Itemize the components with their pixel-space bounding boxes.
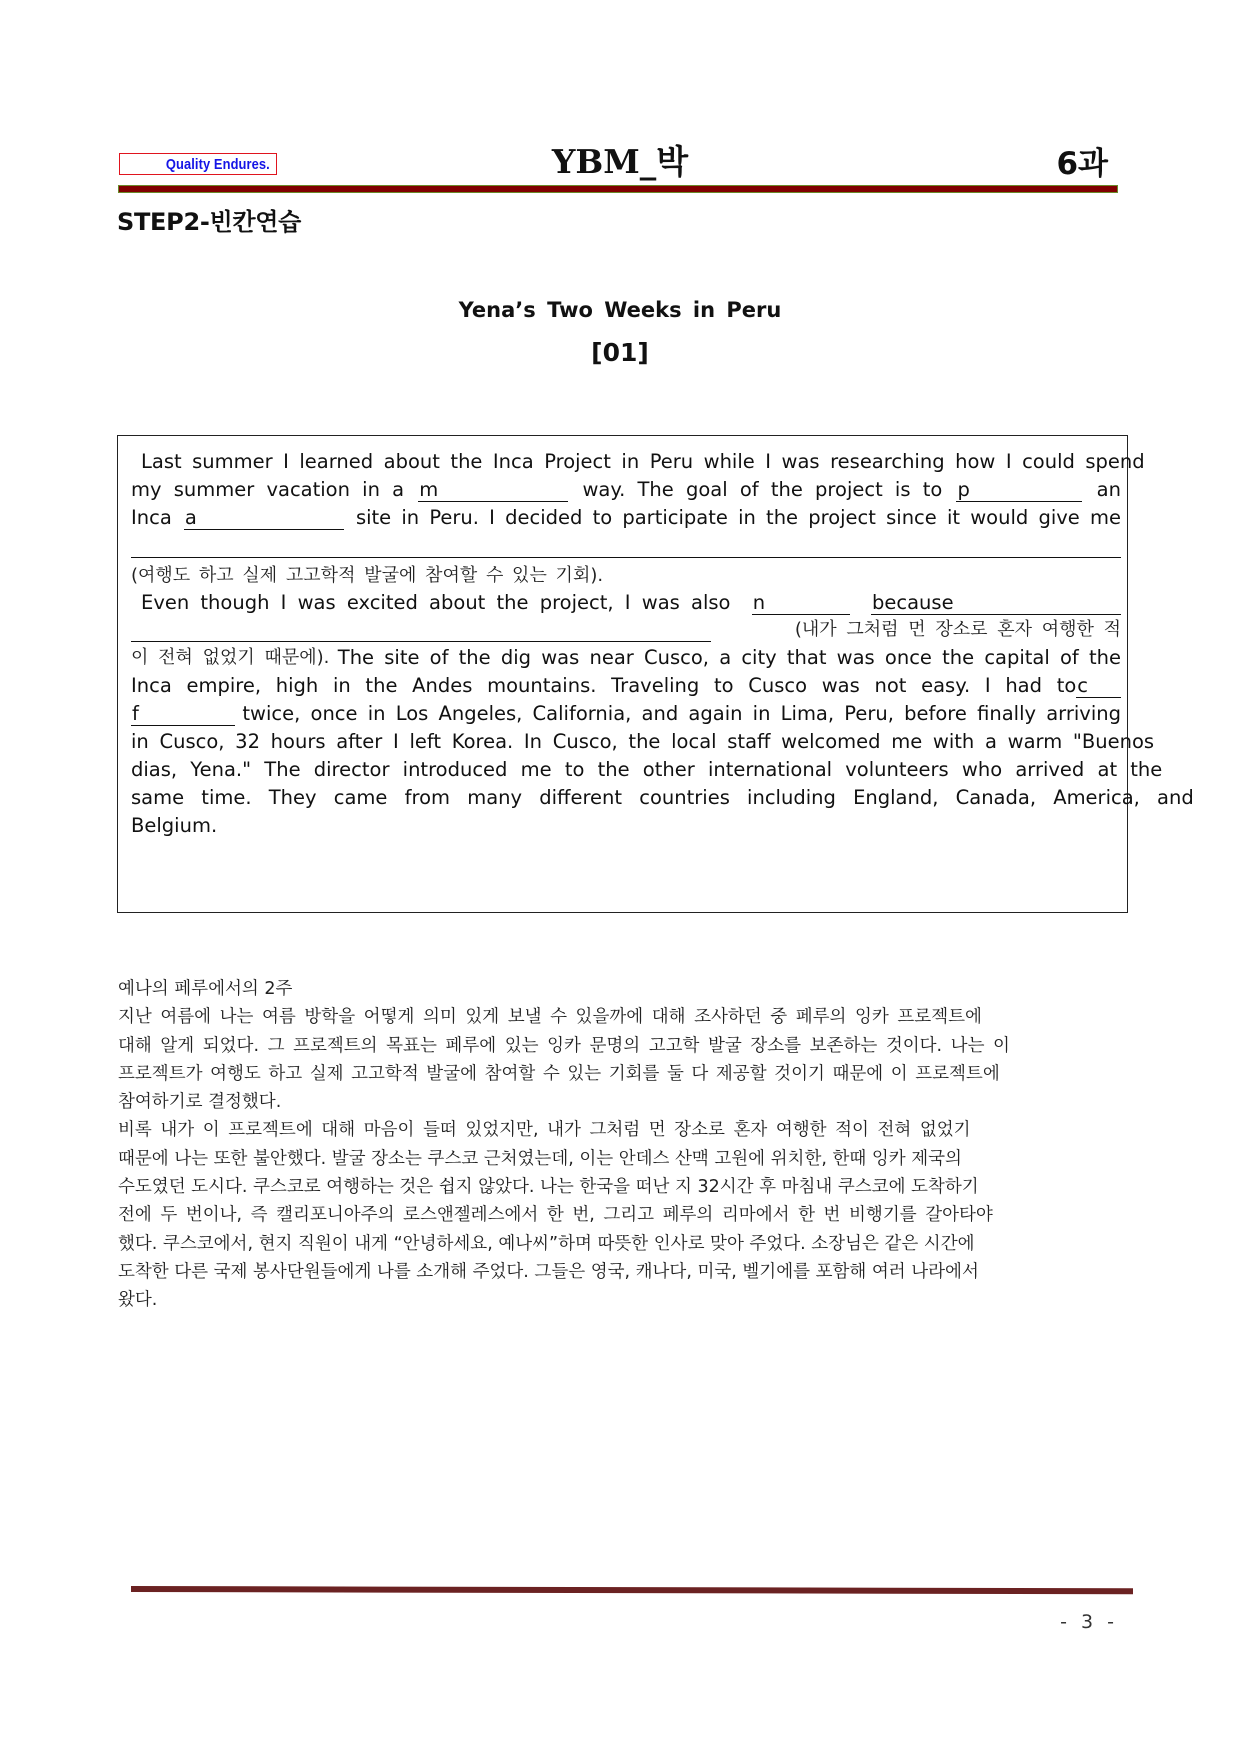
brand-text: Quality Endures. bbox=[166, 155, 270, 173]
passage-text: an bbox=[1096, 478, 1121, 501]
korean-hint: (내가 그처럼 먼 장소로 혼자 여행한 적 bbox=[794, 619, 1121, 640]
passage-text: Inca bbox=[131, 506, 172, 529]
blank-n[interactable]: n bbox=[752, 589, 850, 615]
korean-hint: 이 전혀 없었기 때문에). bbox=[131, 647, 330, 668]
footer-divider bbox=[131, 1586, 1133, 1594]
passage-text: my summer vacation in a bbox=[131, 478, 405, 501]
blank-a[interactable]: a bbox=[184, 504, 344, 530]
passage-text: way. The goal of the project is to bbox=[582, 478, 943, 501]
blank-f[interactable]: f bbox=[131, 700, 235, 726]
translation-line: 프로젝트가 여행도 하고 실제 고고학적 발굴에 참여할 수 있는 기회를 둘 다 제공할 것이기 때문에 이 프로젝트에 bbox=[118, 1063, 1000, 1084]
blank-because[interactable]: because bbox=[871, 589, 1121, 615]
passage-line-1 bbox=[131, 448, 1145, 476]
passage-line-13 bbox=[131, 784, 1194, 812]
passage-line-11 bbox=[131, 728, 1155, 756]
passage-text: The site of the dig was near Cusco, a city that was once the capital of the bbox=[337, 646, 1121, 669]
translation-line: 대해 알게 되었다. 그 프로젝트의 목표는 페루에 있는 잉카 문명의 고고학 발굴 장소를 보존하는 것이다. 나는 이 bbox=[118, 1035, 1010, 1056]
passage-text: Inca empire, high in the Andes mountains. Traveling to Cusco was not easy. I had to bbox=[131, 674, 1077, 697]
passage-line-14 bbox=[131, 812, 1121, 840]
passage-line-5 bbox=[131, 562, 1121, 590]
translation-line: 왔다. bbox=[118, 1290, 158, 1311]
passage-text: twice, once in Los Angeles, California, and again in Lima, Peru, before finally arriving bbox=[242, 702, 1121, 725]
passage-line-6 bbox=[131, 589, 1121, 617]
translation-line: 참여하기로 결정했다. bbox=[118, 1092, 282, 1113]
blank-full-line[interactable] bbox=[131, 532, 1121, 558]
blank-m[interactable]: m bbox=[418, 476, 568, 502]
korean-translation bbox=[118, 975, 1118, 1315]
passage-line-2 bbox=[131, 476, 1121, 504]
translation-line: 도착한 다른 국제 봉사단원들에게 나를 소개해 주었다. 그들은 영국, 캐나다, 미국, 벨기에를 포함해 여러 나라에서 bbox=[118, 1261, 979, 1282]
lesson-label: 6과 bbox=[1056, 146, 1108, 182]
blank-p[interactable]: p bbox=[956, 476, 1082, 502]
translation-line: 비록 내가 이 프로젝트에 대해 마음이 들떠 있었지만, 내가 그처럼 먼 장소로 혼자 여행한 적이 전혀 없었기 bbox=[118, 1120, 971, 1141]
passage-text: dias, Yena." The director introduced me to the other international volunteers who arrived at the bbox=[131, 758, 1163, 781]
translation-line: 전에 두 번이나, 즉 캘리포니아주의 로스앤젤레스에서 한 번, 그리고 페루의 리마에서 한 번 비행기를 갈아타야 bbox=[118, 1205, 993, 1226]
passage-line-3 bbox=[131, 504, 1121, 532]
header-divider bbox=[118, 185, 1118, 193]
translation-title: 예나의 페루에서의 2주 bbox=[118, 979, 293, 999]
translation-line: 지난 여름에 나는 여름 방학을 어떻게 의미 있게 보낼 수 있을까에 대해 조사하던 중 페루의 잉카 프로젝트에 bbox=[118, 1007, 982, 1028]
passage-box bbox=[117, 435, 1194, 913]
blank-c[interactable]: c bbox=[1076, 672, 1121, 698]
passage-line-12 bbox=[131, 756, 1163, 784]
passage-text: Belgium. bbox=[131, 814, 218, 837]
korean-hint: (여행도 하고 실제 고고학적 발굴에 참여할 수 있는 기회). bbox=[131, 565, 604, 586]
passage-line-10 bbox=[131, 700, 1121, 728]
passage-text: same time. They came from many different countries including England, Canada, America, and bbox=[131, 786, 1194, 809]
passage-text: Last summer I learned about the Inca Project in Peru while I was researching how I could spend bbox=[141, 450, 1145, 473]
document-title: Yena’s Two Weeks in Peru bbox=[458, 298, 782, 322]
passage-line-9 bbox=[131, 672, 1121, 700]
passage-text: site in Peru. I decided to participate in the project since it would give me bbox=[355, 506, 1121, 529]
page-number: - 3 - bbox=[1060, 1611, 1118, 1633]
header-title: YBM_박 bbox=[551, 142, 689, 181]
passage-text: Even though I was excited about the project, I was also bbox=[141, 591, 731, 614]
translation-line: 때문에 나는 또한 불안했다. 발굴 장소는 쿠스코 근처였는데, 이는 안데스 산맥 고원에 위치한, 한때 잉카 제국의 bbox=[118, 1148, 962, 1169]
passage-line-8 bbox=[131, 644, 1121, 672]
translation-line: 했다. 쿠스코에서, 현지 직원이 내게 “안녕하세요, 예나씨”하며 따뜻한 인사로 맞아 주었다. 소장님은 같은 시간에 bbox=[118, 1233, 975, 1254]
passage-line-4 bbox=[131, 532, 1121, 560]
passage-line-7 bbox=[131, 616, 1121, 644]
section-number: [01] bbox=[591, 338, 649, 367]
passage-text: in Cusco, 32 hours after I left Korea. In Cusco, the local staff welcomed me with a warm "Buenos bbox=[131, 730, 1155, 753]
blank-reason[interactable] bbox=[131, 616, 711, 642]
step-title: STEP2-빈칸연습 bbox=[117, 208, 302, 236]
translation-line: 수도였던 도시다. 쿠스코로 여행하는 것은 쉽지 않았다. 나는 한국을 떠난 지 32시간 후 마침내 쿠스코에 도착하기 bbox=[118, 1177, 979, 1198]
